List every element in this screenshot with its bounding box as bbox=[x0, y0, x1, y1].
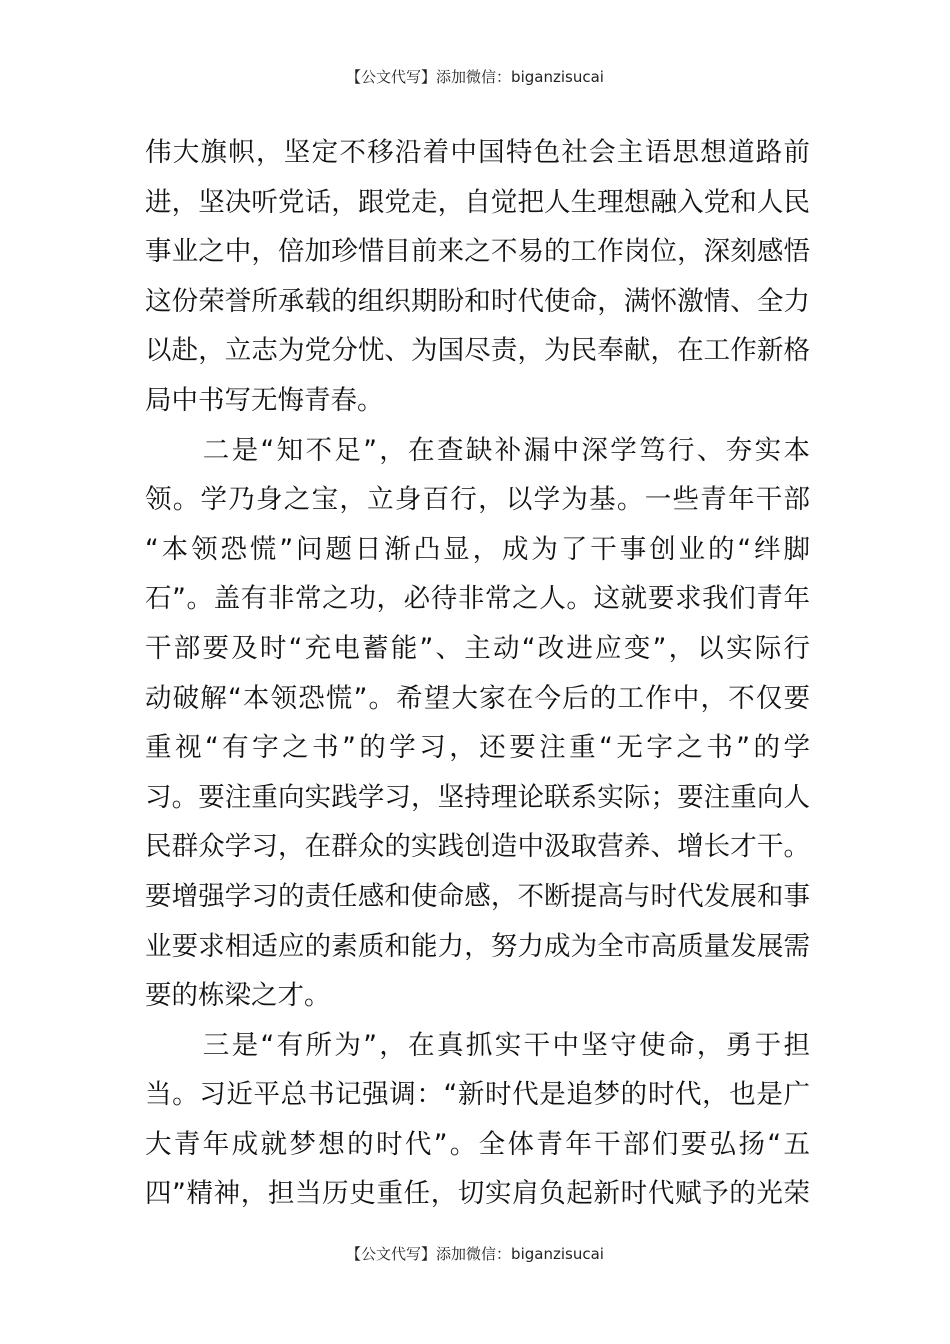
text-line: 动破解“本领恐慌”。希望大家在今后的工作中，不仅要 bbox=[145, 682, 810, 714]
text-line: 二是“知不足”，在查缺补漏中深学笃行、夯实本 bbox=[145, 434, 810, 466]
text-line: 局中书写无悔青春。 bbox=[145, 384, 384, 416]
document-body bbox=[145, 128, 810, 1219]
text-line: 民群众学习，在群众的实践创造中汲取营养、增长才干。 bbox=[145, 831, 810, 863]
text-line: 石”。盖有非常之功，必待非常之人。这就要求我们青年 bbox=[145, 583, 810, 615]
text-line: “本领恐慌”问题日渐凸显，成为了干事创业的“绊脚 bbox=[145, 533, 810, 565]
text-line: 干部要及时“充电蓄能”、主动“改进应变”，以实际行 bbox=[145, 632, 810, 664]
text-line: 伟大旗帜，坚定不移沿着中国特色社会主语思想道路前 bbox=[145, 137, 810, 168]
text-line: 领。学乃身之宝，立身百行，以学为基。一些青年干部 bbox=[145, 484, 810, 516]
text-line: 要的栋梁之才。 bbox=[145, 980, 331, 1012]
text-line: 重视“有字之书”的学习，还要注重“无字之书”的学 bbox=[145, 732, 810, 764]
page-footer: 【公文代写】添加微信：biganzisucai bbox=[346, 1245, 604, 1263]
text-line: 业要求相适应的素质和能力，努力成为全市高质量发展需 bbox=[145, 930, 810, 962]
text-line: 进，坚决听党话，跟党走，自觉把人生理想融入党和人民 bbox=[145, 186, 810, 218]
text-line: 事业之中，倍加珍惜目前来之不易的工作岗位，深刻感悟 bbox=[145, 236, 810, 268]
text-line: 这份荣誉所承载的组织期盼和时代使命，满怀激情、全力 bbox=[145, 285, 810, 317]
text-line: 四”精神，担当历史重任，切实肩负起新时代赋予的光荣 bbox=[145, 1178, 810, 1210]
text-line: 以赴，立志为党分忧、为国尽责，为民奉献，在工作新格 bbox=[145, 335, 810, 367]
text-line: 当。习近平总书记强调：“新时代是追梦的时代，也是广 bbox=[145, 1079, 810, 1111]
text-line: 习。要注重向实践学习，坚持理论联系实际；要注重向人 bbox=[145, 781, 810, 813]
text-line: 三是“有所为”，在真抓实干中坚守使命，勇于担 bbox=[145, 1029, 810, 1061]
text-line: 大青年成就梦想的时代”。全体青年干部们要弘扬“五 bbox=[145, 1128, 810, 1160]
page-header: 【公文代写】添加微信：biganzisucai bbox=[346, 68, 604, 86]
text-line: 要增强学习的责任感和使命感，不断提高与时代发展和事 bbox=[145, 880, 810, 912]
